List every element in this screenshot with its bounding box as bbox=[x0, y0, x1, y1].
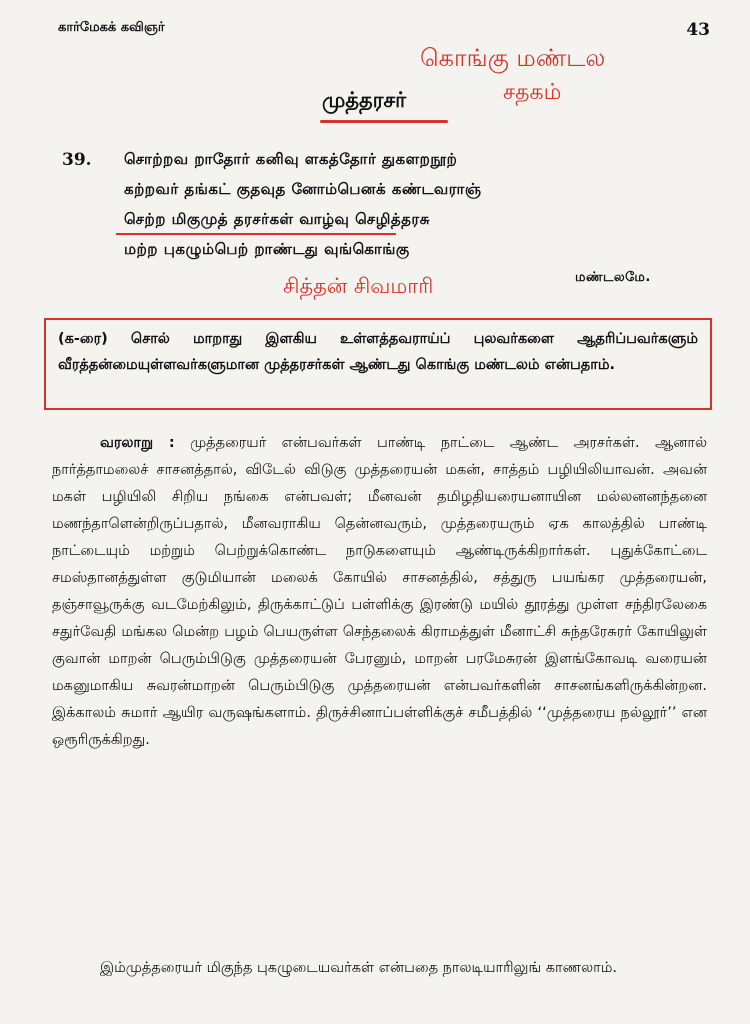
meaning-box bbox=[44, 318, 712, 410]
section-heading: முத்தரசர் bbox=[322, 88, 407, 112]
history-text: முத்தரையர் என்பவர்கள் பாண்டி நாட்டை ஆண்ட அரசர்கள். ஆனால் நார்த்தாமலைச் சாசனத்தால், விடேல் விடுகு முத்தரையன் மகன், சாத்தம் பழியிலியாவன். அவன் மகள் பழியிலி சிறிய நங்கை என்பவள்; மீனவன் தமிழதியரையனாயின மல்லனனந்தனை மணந்தாளென்றிருப்பதால், மீனவராகிய தென்னவரும், முத்தரையரும் ஏக காலத்தில் பாண்டி நாட்டையும் மற்றும் பெற்றுக்கொண்ட நாடுகளையும் ஆண்டிருக்கிறார்கள். புதுக்கோட்டை சமஸ்தானத்துள்ள குடுமியான் மலைக் கோயில் சாசனத்தில், சத்துரு பயங்கர முத்தரையன், தஞ்சாவூருக்கு வடமேற்கிலும், திருக்காட்டுப் பள்ளிக்கு இரண்டு மயில் தூரத்து முள்ள சந்திரலேகை சதுர்வேதி மங்கல மென்ற பழம் பெயருள்ள செந்தலைக் கிராமத்துள் மீனாட்சி சுந்தரேசுரர் கோயிலுள் குவான் மாறன் பெரும்பிடுகு முத்தரையன் பேரனும், மாறன் பரமேசுரன் இளங்கோவடி வரையன் மகனுமாகிய சுவரன்மாறன் பெரும்பிடுகு முத்தரையன் என்பவர்களின் சாசனங்களிருக்கின்றன. இக்காலம் சுமார் ஆயிர வருஷங்களாம். திருச்சினாப்பள்ளிக்குச் சமீபத்தில் ‘‘முத்தரைய நல்லூர்’’ என ஒரூரிருக்கிறது. bbox=[52, 435, 707, 748]
history-paragraph bbox=[52, 430, 707, 754]
history-section bbox=[52, 430, 707, 754]
annotation-title-line1: கொங்கு மண்டல bbox=[420, 44, 606, 72]
verse-line-4: மற்ற புகழும்பெற் றாண்டது வுங்கொங்கு bbox=[124, 240, 410, 258]
verse-underline-mark bbox=[116, 233, 396, 235]
annotation-author: சித்தன் சிவமாரி bbox=[283, 274, 434, 298]
verse-number: 39. bbox=[62, 150, 92, 170]
history-label: வரலாறு : bbox=[100, 435, 175, 451]
verse-line-3: செற்ற மிகுமுத் தரசர்கள் வாழ்வு செழித்தரசு bbox=[124, 210, 430, 228]
closing-paragraph: இம்முத்தரையர் மிகுந்த புகழுடையவர்கள் என்பதை நாலடியாரிலுங் காணலாம். bbox=[100, 960, 617, 976]
meaning-text: (க-ரை) சொல் மாறாது இளகிய உள்ளத்தவராய்ப் புலவர்களை ஆதரிப்பவர்களும் வீரத்தன்மையுள்ளவர்களுமான முத்தரசர்கள் ஆண்டது கொங்கு மண்டலம் என்பதாம். bbox=[58, 331, 698, 373]
verse-line-5: மண்டலமே. bbox=[575, 270, 651, 285]
running-header: கார்மேகக் கவிஞர் bbox=[58, 20, 165, 35]
annotation-title-line2: சதகம் bbox=[503, 80, 562, 105]
verse-line-2: கற்றவர் தங்கட் குதவுத னோம்பெனக் கண்டவராஞ் bbox=[124, 180, 482, 198]
verse-line-1: சொற்றவ றாதோர் கனிவு ளகத்தோர் துகளறநூற் bbox=[124, 150, 458, 168]
heading-underline-mark bbox=[320, 120, 448, 123]
page-number: 43 bbox=[686, 20, 710, 40]
closing-section bbox=[52, 954, 707, 982]
